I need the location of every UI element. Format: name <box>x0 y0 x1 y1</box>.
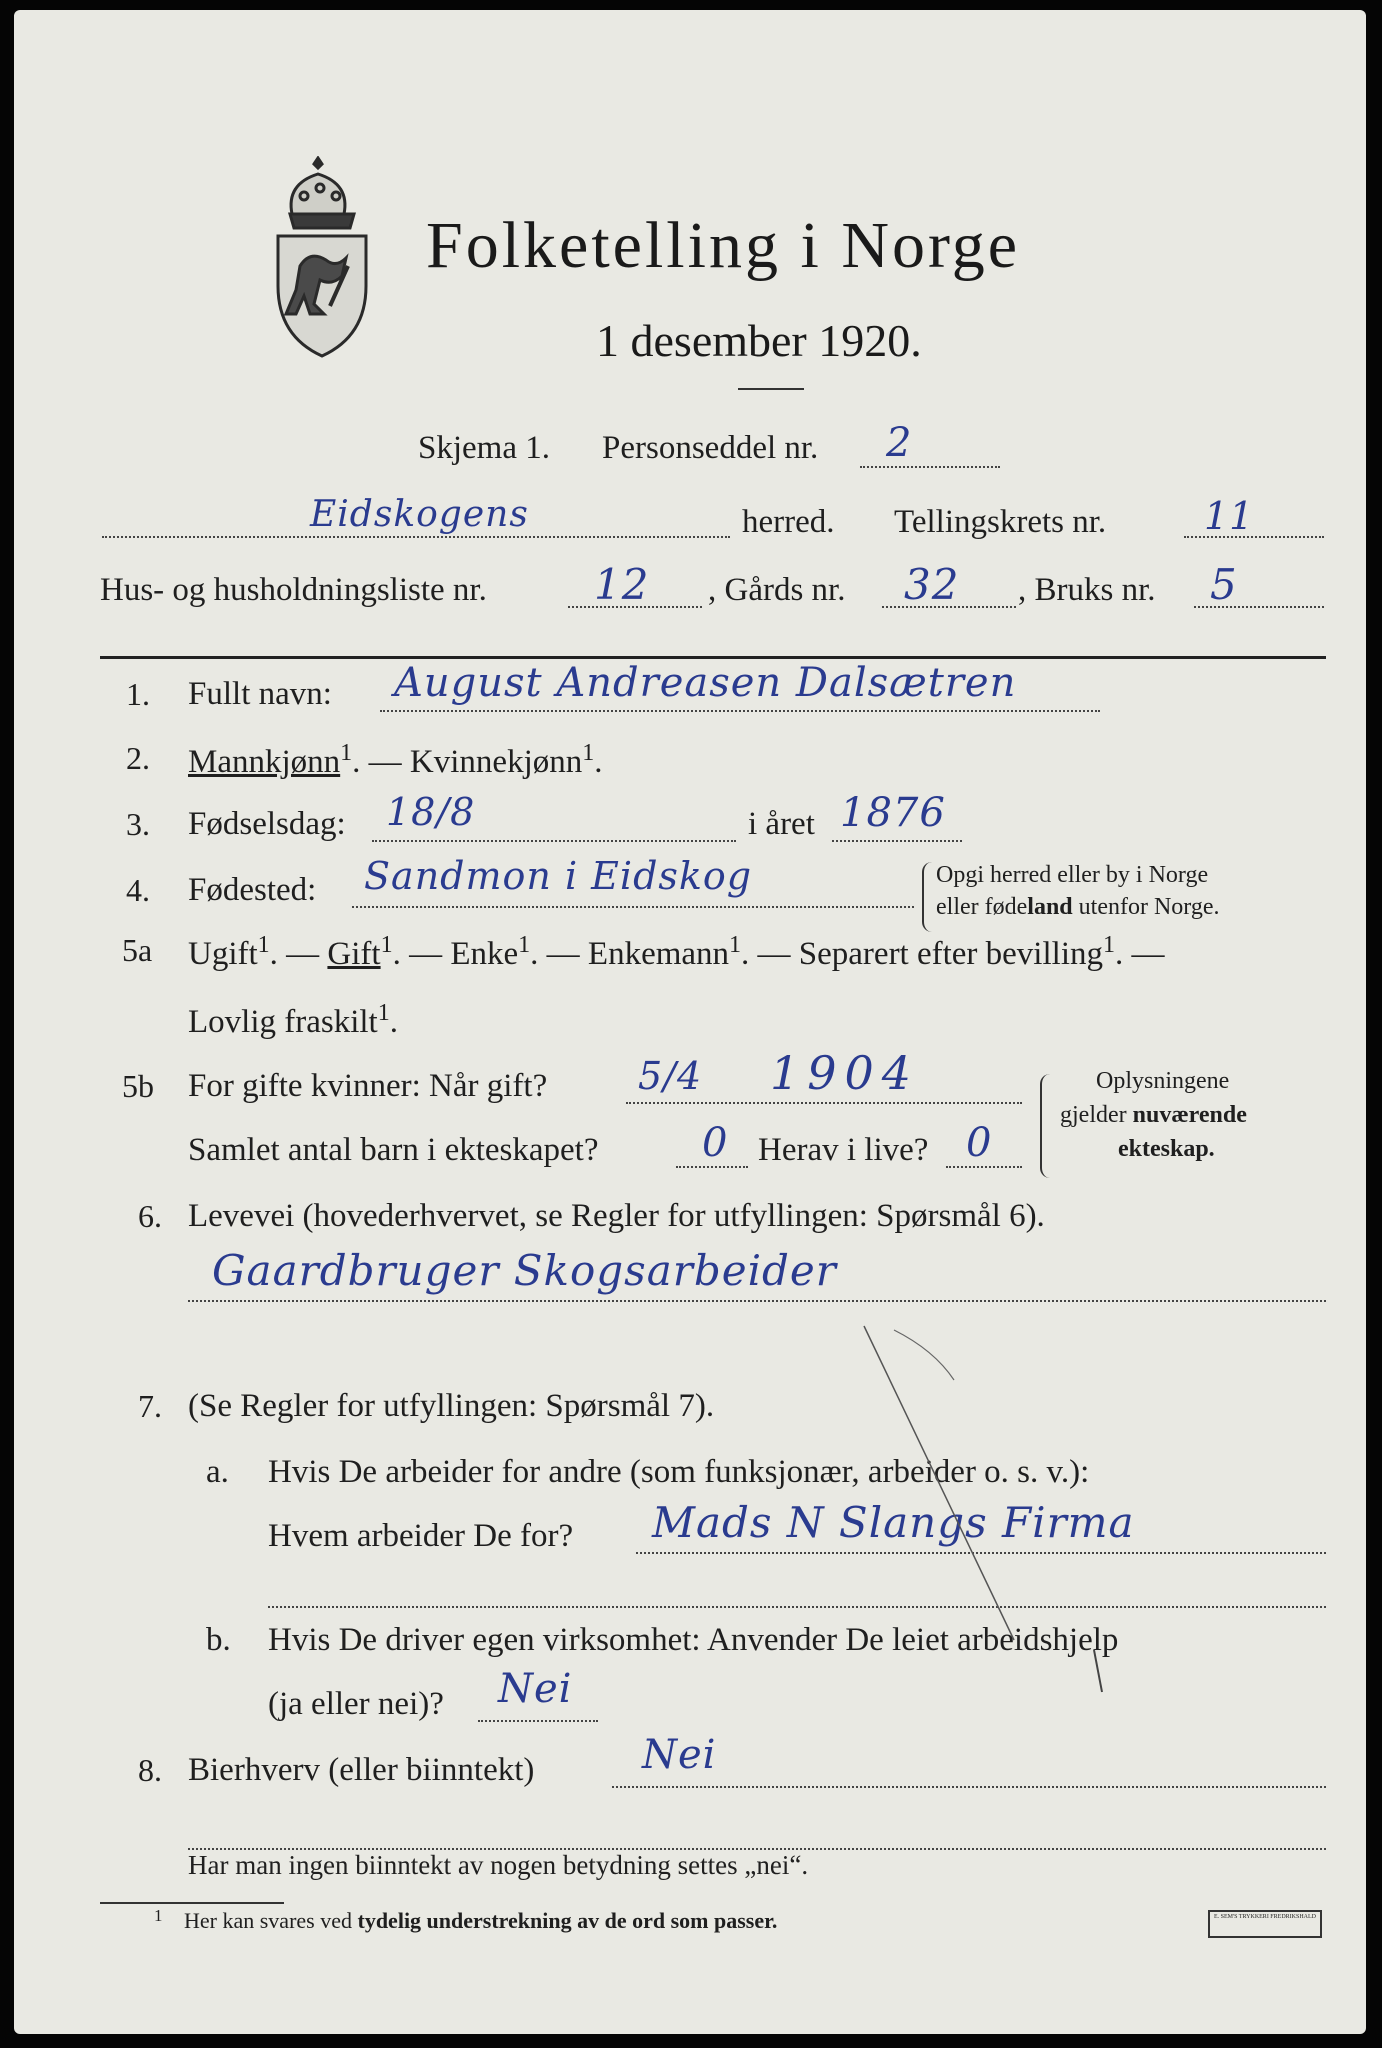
personseddel-line <box>860 466 1000 468</box>
q5b-number: 5b <box>122 1068 154 1104</box>
note-text: gjelder <box>1060 1102 1133 1128</box>
divorced-label: Lovlig fraskilt <box>188 1004 378 1040</box>
widow-option[interactable]: . — Enke <box>392 936 519 972</box>
living-children-line <box>946 1166 1022 1168</box>
q7a-letter: a. <box>206 1454 229 1490</box>
footnote-ref: 1 <box>729 932 742 958</box>
footnote-ref: 1 <box>518 932 531 958</box>
q3-number: 3. <box>126 806 150 842</box>
male-option[interactable]: Mannkjønn <box>188 744 341 780</box>
marital-status-options <box>188 932 1164 973</box>
q4-number: 4. <box>126 872 150 908</box>
marriage-note-3: ekteskap. <box>1118 1136 1215 1162</box>
footnote-plain: Her kan svares ved <box>184 1908 358 1933</box>
footnote-mark: 1 <box>154 1906 163 1925</box>
hired-help-label: (ja eller nei)? <box>268 1686 444 1722</box>
unmarried-option[interactable]: Ugift <box>188 936 258 972</box>
q2-number: 2. <box>126 740 150 776</box>
widower-option[interactable]: . — Enkemann <box>530 936 730 972</box>
q7a-text: Hvis De arbeider for andre (som funksjonær, arbeider o. s. v.): <box>268 1454 1090 1490</box>
q3-label: Fødselsdag: <box>188 806 346 842</box>
birth-year-value[interactable]: 1876 <box>840 790 946 836</box>
bracket <box>922 862 934 932</box>
note-text: eller føde <box>936 894 1028 920</box>
q5a-number: 5a <box>122 932 153 968</box>
birthplace-line <box>352 906 914 908</box>
birthplace-note-1: Opgi herred eller by i Norge <box>936 862 1209 888</box>
footnote-ref: 1 <box>1102 932 1115 958</box>
bracket <box>1040 1074 1054 1178</box>
birthday-value[interactable]: 18/8 <box>386 790 476 834</box>
occupation-value[interactable]: Gaardbruger Skogsarbeider <box>212 1246 837 1295</box>
side-income-line <box>612 1786 1326 1788</box>
q6-number: 6. <box>138 1198 162 1234</box>
sex-options <box>188 740 603 781</box>
married-date-value[interactable]: 5/4 <box>638 1054 703 1098</box>
footer-note: Har man ingen biinntekt av nogen betydning settes „nei“. <box>188 1850 809 1880</box>
married-option[interactable]: Gift <box>327 936 381 972</box>
footnote-divider <box>100 1902 284 1904</box>
separator: . — <box>1114 936 1165 972</box>
note-emphasis: land <box>1027 894 1073 920</box>
gards-number[interactable]: 32 <box>904 560 960 609</box>
pencil-check-mark <box>854 1320 1114 1700</box>
birth-year-label: i året <box>748 806 815 842</box>
separator: . <box>389 1004 398 1040</box>
married-year-value[interactable]: 1904 <box>770 1046 920 1100</box>
birth-year-line <box>832 840 962 842</box>
page-title: Folketelling i Norge <box>426 209 1021 282</box>
employer-label: Hvem arbeider De for? <box>268 1518 574 1554</box>
full-name-line <box>380 710 1100 712</box>
married-when-label: For gifte kvinner: Når gift? <box>188 1068 548 1104</box>
footnote-ref: 1 <box>582 740 595 766</box>
occupation-label: Levevei (hovederhvervet, se Regler for utfyllingen: Spørsmål 6). <box>188 1198 1045 1234</box>
footnote-ref: 1 <box>380 932 393 958</box>
separated-option[interactable]: . — Separert efter bevilling <box>741 936 1103 972</box>
living-children-value[interactable]: 0 <box>966 1120 993 1166</box>
birthplace-value[interactable]: Sandmon i Eidskog <box>364 854 753 898</box>
note-text: utenfor Norge. <box>1072 894 1220 920</box>
married-when-line <box>626 1102 1022 1104</box>
gards-label: , Gårds nr. <box>708 572 846 608</box>
full-name-value[interactable]: August Andreasen Dalsætren <box>394 660 1017 706</box>
census-form-sheet <box>14 10 1366 2034</box>
note-emphasis: nuværende <box>1132 1102 1247 1128</box>
herred-name[interactable]: Eidskogens <box>310 494 529 535</box>
footnote-emphasis: tydelig understrekning av de ord som passer. <box>357 1908 778 1933</box>
q4-label: Fødested: <box>188 872 317 908</box>
q1-number: 1. <box>126 676 150 712</box>
employer-line-2 <box>268 1606 1326 1608</box>
footnote-text <box>184 1908 777 1934</box>
bruks-number[interactable]: 5 <box>1210 560 1238 609</box>
children-label: Samlet antal barn i ekteskapet? <box>188 1132 599 1168</box>
q7-label: (Se Regler for utfyllingen: Spørsmål 7). <box>188 1388 715 1424</box>
marriage-note-2 <box>1060 1102 1247 1129</box>
employer-value[interactable]: Mads N Slangs Firma <box>652 1498 1135 1547</box>
household-list-number[interactable]: 12 <box>594 560 650 609</box>
personseddel-label: Personseddel nr. <box>602 430 819 466</box>
female-option[interactable]: Kvinnekjønn <box>409 744 583 780</box>
q7-number: 7. <box>138 1388 162 1424</box>
side-income-value[interactable]: Nei <box>642 1732 717 1778</box>
separator: . <box>594 744 603 780</box>
hired-help-value[interactable]: Nei <box>498 1666 573 1712</box>
footnote-ref: 1 <box>340 740 353 766</box>
living-children-label: Herav i live? <box>758 1132 929 1168</box>
children-line <box>676 1166 748 1168</box>
personseddel-number[interactable]: 2 <box>886 420 913 466</box>
marriage-note-1: Oplysningene <box>1096 1068 1230 1094</box>
birthplace-note-2 <box>936 894 1220 921</box>
q1-label: Fullt navn: <box>188 676 332 712</box>
hired-help-line <box>478 1720 598 1722</box>
census-date: 1 desember 1920. <box>596 315 922 366</box>
footnote-ref: 1 <box>377 1000 390 1026</box>
tellingskrets-number[interactable]: 11 <box>1204 494 1255 538</box>
norwegian-coat-of-arms-icon <box>270 156 374 362</box>
schema-label: Skjema 1. <box>418 430 550 466</box>
herred-label: herred. <box>742 504 835 540</box>
side-income-label: Bierhverv (eller biinntekt) <box>188 1752 535 1788</box>
divorced-option[interactable] <box>188 1000 398 1041</box>
q8-number: 8. <box>138 1752 162 1788</box>
herred-line <box>102 536 730 538</box>
footnote-ref: 1 <box>257 932 270 958</box>
occupation-line <box>188 1300 1326 1302</box>
separator: . — <box>269 936 328 972</box>
separator: . — <box>352 744 410 780</box>
bruks-label: , Bruks nr. <box>1018 572 1156 608</box>
tellingskrets-label: Tellingskrets nr. <box>894 504 1107 540</box>
printer-stamp: E. SEM'S TRYKKERI FREDRIKSHALD <box>1208 1910 1322 1938</box>
title-divider <box>738 388 804 390</box>
children-value[interactable]: 0 <box>702 1120 729 1166</box>
q7b-letter: b. <box>206 1622 231 1658</box>
birthday-line <box>372 840 736 842</box>
section-divider <box>100 656 1326 659</box>
household-list-label: Hus- og husholdningsliste nr. <box>100 572 487 608</box>
q7b-text: Hvis De driver egen virksomhet: Anvender De leiet arbeidshjelp <box>268 1622 1119 1658</box>
